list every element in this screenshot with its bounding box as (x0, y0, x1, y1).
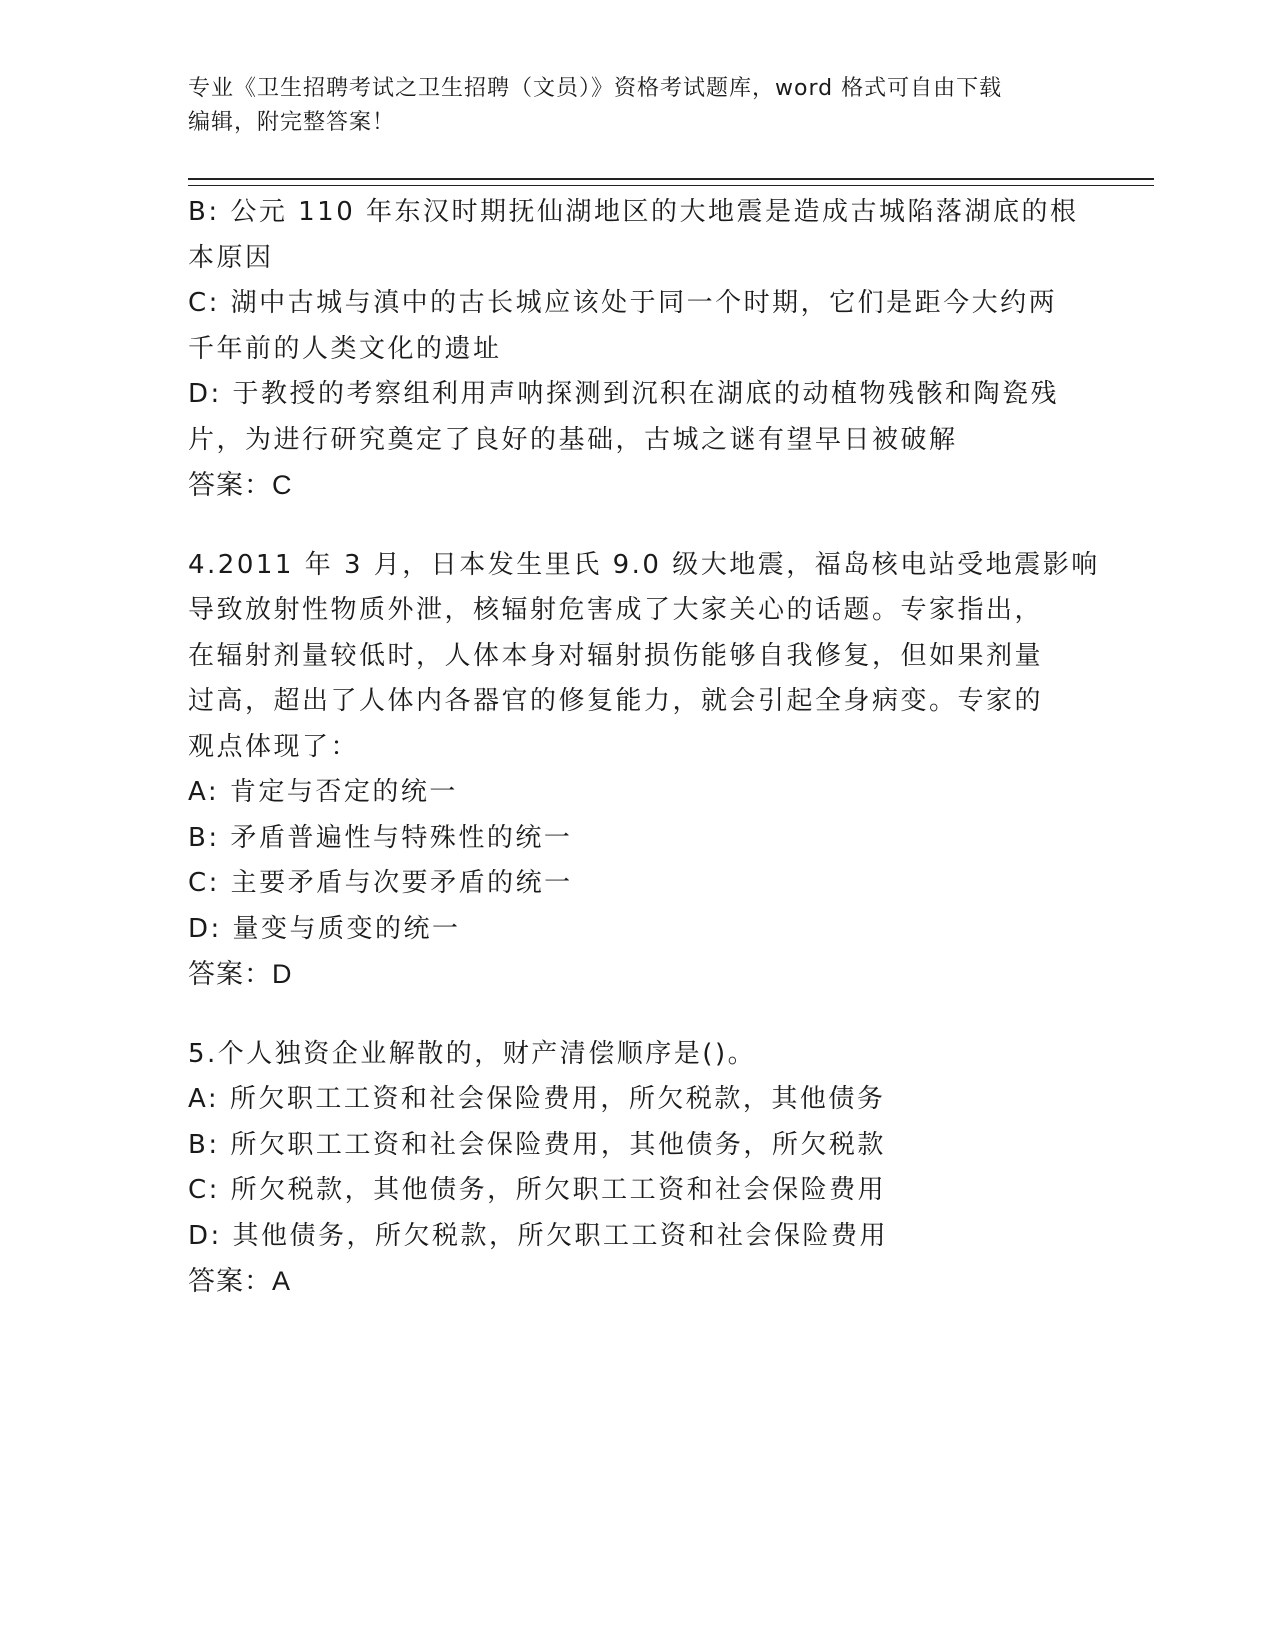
q3-option-c-line-1: C: 湖中古城与滇中的古长城应该处于同一个时期，它们是距今大约两 (188, 288, 1058, 318)
header-line-1: 专业《卫生招聘考试之卫生招聘（文员）》资格考试题库，word 格式可自由下载 (188, 76, 1003, 101)
q4-answer: 答案：D (188, 959, 293, 989)
spacer (188, 998, 1088, 1032)
question-3 (188, 190, 1088, 509)
q3-option-b-line-1: B: 公元 110 年东汉时期抚仙湖地区的大地震是造成古城陷落湖底的根 (188, 197, 1079, 227)
q4-option-a: A: 肯定与否定的统一 (188, 777, 458, 807)
q4-option-d: D: 量变与质变的统一 (188, 913, 461, 944)
header-divider (188, 178, 1154, 186)
q3-option-d-line-1: D: 于教授的考察组利用声呐探测到沉积在湖底的动植物残骸和陶瓷残 (188, 379, 1060, 409)
page-header (188, 72, 1078, 140)
q5-option-d: D: 其他债务，所欠税款，所欠职工工资和社会保险费用 (188, 1220, 889, 1251)
q4-stem-line-2: 导致放射性物质外泄，核辐射危害成了大家关心的话题。专家指出， (188, 595, 1044, 625)
spacer (188, 509, 1088, 543)
q4-option-c: C: 主要矛盾与次要矛盾的统一 (188, 868, 573, 898)
header-line-2: 编辑，附完整答案！ (188, 110, 396, 135)
document-body (188, 190, 1100, 1305)
q4-stem-line-5: 观点体现了： (188, 731, 360, 762)
q3-option-d-line-2: 片，为进行研究奠定了良好的基础，古城之谜有望早日被破解 (188, 424, 958, 455)
q3-option-b-line-2: 本原因 (188, 242, 274, 273)
q4-stem-line-1: 4.2011 年 3 月，日本发生里氏 9.0 级大地震，福岛核电站受地震影响 (188, 549, 1100, 580)
q3-option-c-line-2: 千年前的人类文化的遗址 (188, 333, 502, 364)
question-4 (188, 543, 1100, 998)
q5-option-a: A: 所欠职工工资和社会保险费用，所欠税款，其他债务 (188, 1084, 886, 1114)
question-5 (188, 1032, 1088, 1305)
q4-option-b: B: 矛盾普遍性与特殊性的统一 (188, 822, 573, 853)
q5-option-b: B: 所欠职工工资和社会保险费用，其他债务，所欠税款 (188, 1129, 886, 1160)
q4-stem-line-3: 在辐射剂量较低时，人体本身对辐射损伤能够自我修复，但如果剂量 (188, 640, 1044, 671)
q5-answer: 答案：A (188, 1266, 292, 1296)
q5-stem: 5.个人独资企业解散的，财产清偿顺序是()。 (188, 1038, 757, 1069)
q5-option-c: C: 所欠税款，其他债务，所欠职工工资和社会保险费用 (188, 1175, 887, 1205)
q3-answer: 答案：C (188, 470, 293, 500)
q4-stem-line-4: 过高，超出了人体内各器官的修复能力，就会引起全身病变。专家的 (188, 686, 1044, 716)
